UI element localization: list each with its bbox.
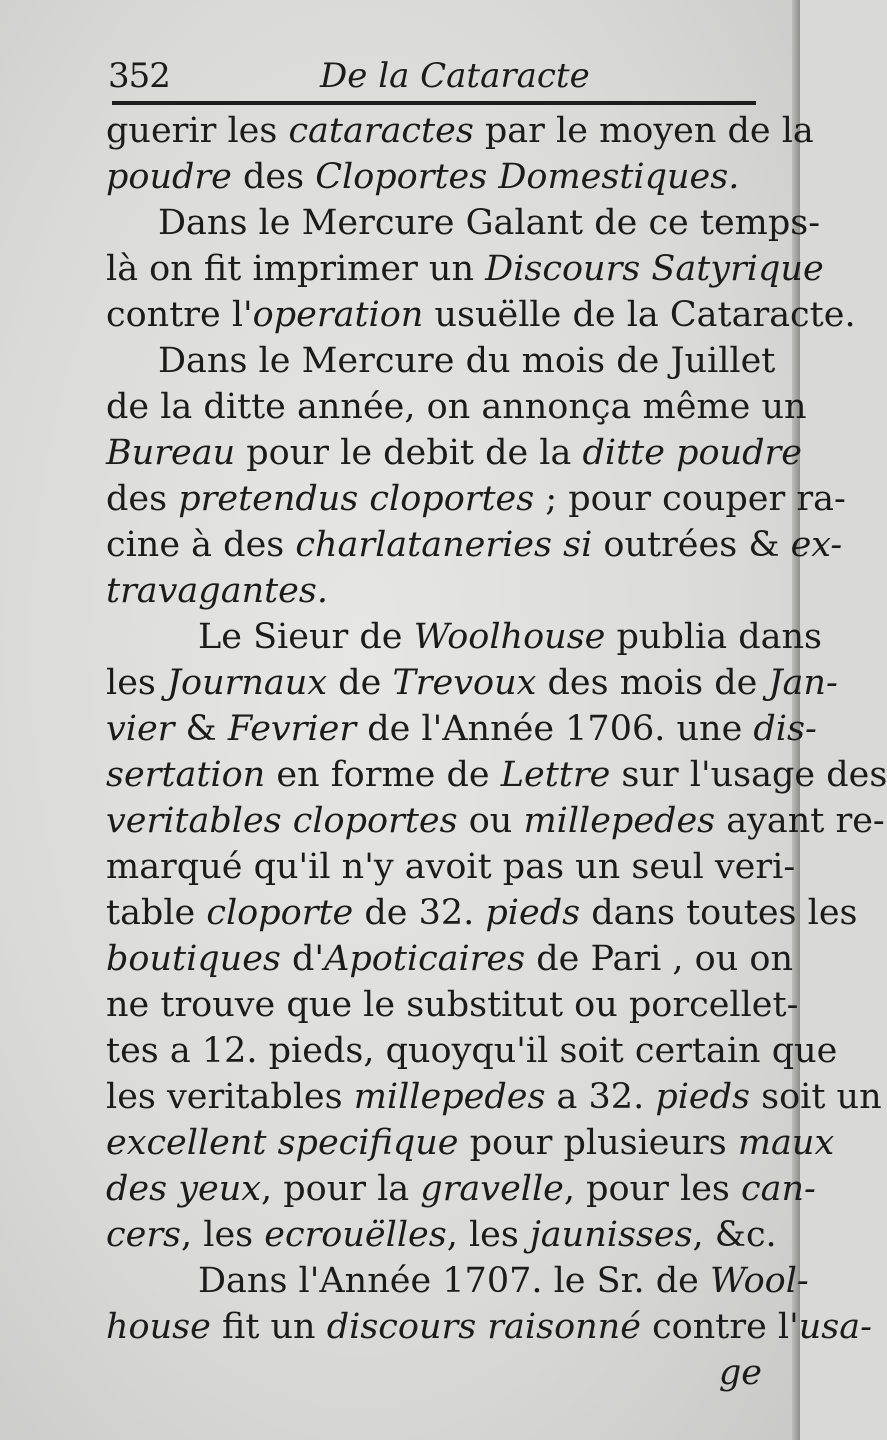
italic-run: millepedes	[353, 1077, 546, 1117]
roman-run: fit un	[210, 1307, 327, 1347]
italic-run: Bureau	[106, 433, 236, 473]
roman-run: usuëlle de la Cataracte.	[423, 295, 856, 335]
italic-run: gravelle	[420, 1169, 564, 1209]
italic-run: dis-	[753, 709, 817, 749]
text-line	[106, 246, 824, 292]
roman-run: ; pour couper ra-	[534, 479, 846, 519]
italic-run: Lettre	[500, 755, 611, 795]
italic-run: cers	[106, 1215, 182, 1255]
header-rule	[112, 101, 756, 105]
italic-run: boutiques	[106, 939, 281, 979]
text-line	[106, 108, 814, 154]
italic-run: maux	[737, 1123, 835, 1163]
roman-run: en forme de	[265, 755, 501, 795]
roman-run: pour le debit de la	[235, 433, 583, 473]
italic-run: operation	[252, 295, 424, 335]
roman-run: des	[231, 157, 316, 197]
italic-run: si	[563, 525, 593, 565]
roman-run: de l'Année 1706. une	[356, 709, 754, 749]
roman-run: par le moyen de la	[473, 111, 814, 151]
roman-run: ne trouve que le substitut ou porcellet-	[106, 985, 799, 1025]
text-line	[106, 982, 799, 1028]
roman-run: Dans le Mercure Galant de ce temps-	[158, 203, 821, 243]
roman-run: de 32.	[353, 893, 486, 933]
roman-run: marqué qu'il n'y avoit pas un seul veri-	[106, 847, 796, 887]
italic-run: pretendus cloportes	[178, 479, 535, 519]
roman-run: là on fit imprimer un	[106, 249, 486, 289]
roman-run: &	[174, 709, 228, 749]
text-line	[106, 292, 856, 338]
roman-run: , pour la	[260, 1169, 421, 1209]
body-text	[106, 108, 887, 1396]
italic-run: Discours Satyrique	[485, 249, 824, 289]
roman-run: cine à des	[106, 525, 296, 565]
roman-run: ou	[457, 801, 524, 841]
italic-run: Jan-	[768, 663, 838, 703]
running-title: De la Cataracte	[320, 56, 590, 96]
roman-run: soit un	[750, 1077, 882, 1117]
page-header	[108, 52, 758, 102]
text-line	[106, 568, 762, 614]
roman-run: guerir les	[106, 111, 289, 151]
roman-run: contre l'	[640, 1307, 799, 1347]
italic-run: veritables cloportes	[106, 801, 458, 841]
text-line	[106, 1212, 777, 1258]
italic-run: excellent specifique	[106, 1123, 459, 1163]
italic-run: sertation	[106, 755, 266, 795]
italic-run: vier	[106, 709, 175, 749]
roman-run: d'	[280, 939, 325, 979]
catchword	[106, 1350, 762, 1396]
italic-run: Apoticaires	[324, 939, 526, 979]
italic-run: Wool-	[710, 1261, 809, 1301]
text-line	[106, 660, 838, 706]
text-line	[106, 338, 776, 384]
italic-run: Journaux	[167, 663, 328, 703]
roman-run: de	[327, 663, 393, 703]
roman-run: dans toutes les	[580, 893, 858, 933]
italic-run: millepedes	[523, 801, 716, 841]
roman-run: Le Sieur de	[198, 617, 414, 657]
italic-run: jaunisses	[529, 1215, 693, 1255]
roman-run	[552, 525, 563, 565]
text-line	[106, 798, 885, 844]
roman-run: de la ditte année, on annonça même un	[106, 387, 807, 427]
text-line	[106, 614, 823, 660]
roman-run: des	[106, 479, 179, 519]
italic-run: Cloportes Domestiques.	[315, 157, 740, 197]
roman-run: de Pari , ou on	[525, 939, 794, 979]
italic-run: cataractes	[288, 111, 474, 151]
text-line	[106, 522, 843, 568]
roman-run: ayant re-	[715, 801, 885, 841]
text-line	[106, 1028, 838, 1074]
text-line	[106, 936, 794, 982]
roman-run: pour plusieurs	[458, 1123, 738, 1163]
text-line	[106, 706, 817, 752]
roman-run: les veritables	[106, 1077, 354, 1117]
italic-run: house	[106, 1307, 211, 1347]
text-line	[106, 1304, 872, 1350]
italic-run: pieds	[485, 893, 581, 933]
text-line	[106, 844, 796, 890]
italic-run: ecrouëlles	[264, 1215, 447, 1255]
roman-run: table	[106, 893, 207, 933]
roman-run: a 32.	[545, 1077, 656, 1117]
italic-run: Trevoux	[392, 663, 537, 703]
italic-run: ditte poudre	[582, 433, 802, 473]
roman-run: Dans le Mercure du mois de Juillet	[158, 341, 776, 381]
text-line	[106, 200, 821, 246]
text-line	[106, 1120, 835, 1166]
text-line	[106, 890, 858, 936]
roman-run: les	[106, 663, 167, 703]
roman-run: outrées &	[592, 525, 791, 565]
text-line	[106, 1258, 809, 1304]
italic-run: Fevrier	[227, 709, 357, 749]
italic-run: cloporte	[206, 893, 354, 933]
roman-run: des mois de	[536, 663, 769, 703]
italic-run: can-	[741, 1169, 816, 1209]
text-line	[106, 1166, 816, 1212]
italic-run: travagantes.	[106, 571, 328, 611]
italic-run: pieds	[655, 1077, 751, 1117]
italic-run: discours raisonné	[326, 1307, 641, 1347]
italic-run: usa-	[798, 1307, 872, 1347]
text-line	[106, 384, 807, 430]
text-line	[106, 476, 846, 522]
roman-run: publia dans	[605, 617, 823, 657]
italic-run: des yeux	[106, 1169, 261, 1209]
text-line	[106, 1074, 882, 1120]
italic-run: Woolhouse	[413, 617, 606, 657]
roman-run: sur l'usage des	[610, 755, 887, 795]
italic-run: ex-	[790, 525, 843, 565]
roman-run: , les	[446, 1215, 530, 1255]
text-line	[106, 430, 802, 476]
italic-run: ge	[718, 1353, 762, 1393]
roman-run: , les	[181, 1215, 265, 1255]
roman-run: contre l'	[106, 295, 253, 335]
roman-run: tes a 12. pieds, quoyqu'il soit certain que	[106, 1031, 838, 1071]
roman-run: , pour les	[563, 1169, 742, 1209]
italic-run: charlataneries	[295, 525, 552, 565]
roman-run: , &c.	[692, 1215, 777, 1255]
text-line	[106, 154, 762, 200]
italic-run: poudre	[106, 157, 232, 197]
roman-run: Dans l'Année 1707. le Sr. de	[198, 1261, 710, 1301]
page-number: 352	[108, 56, 170, 96]
text-line	[106, 752, 887, 798]
